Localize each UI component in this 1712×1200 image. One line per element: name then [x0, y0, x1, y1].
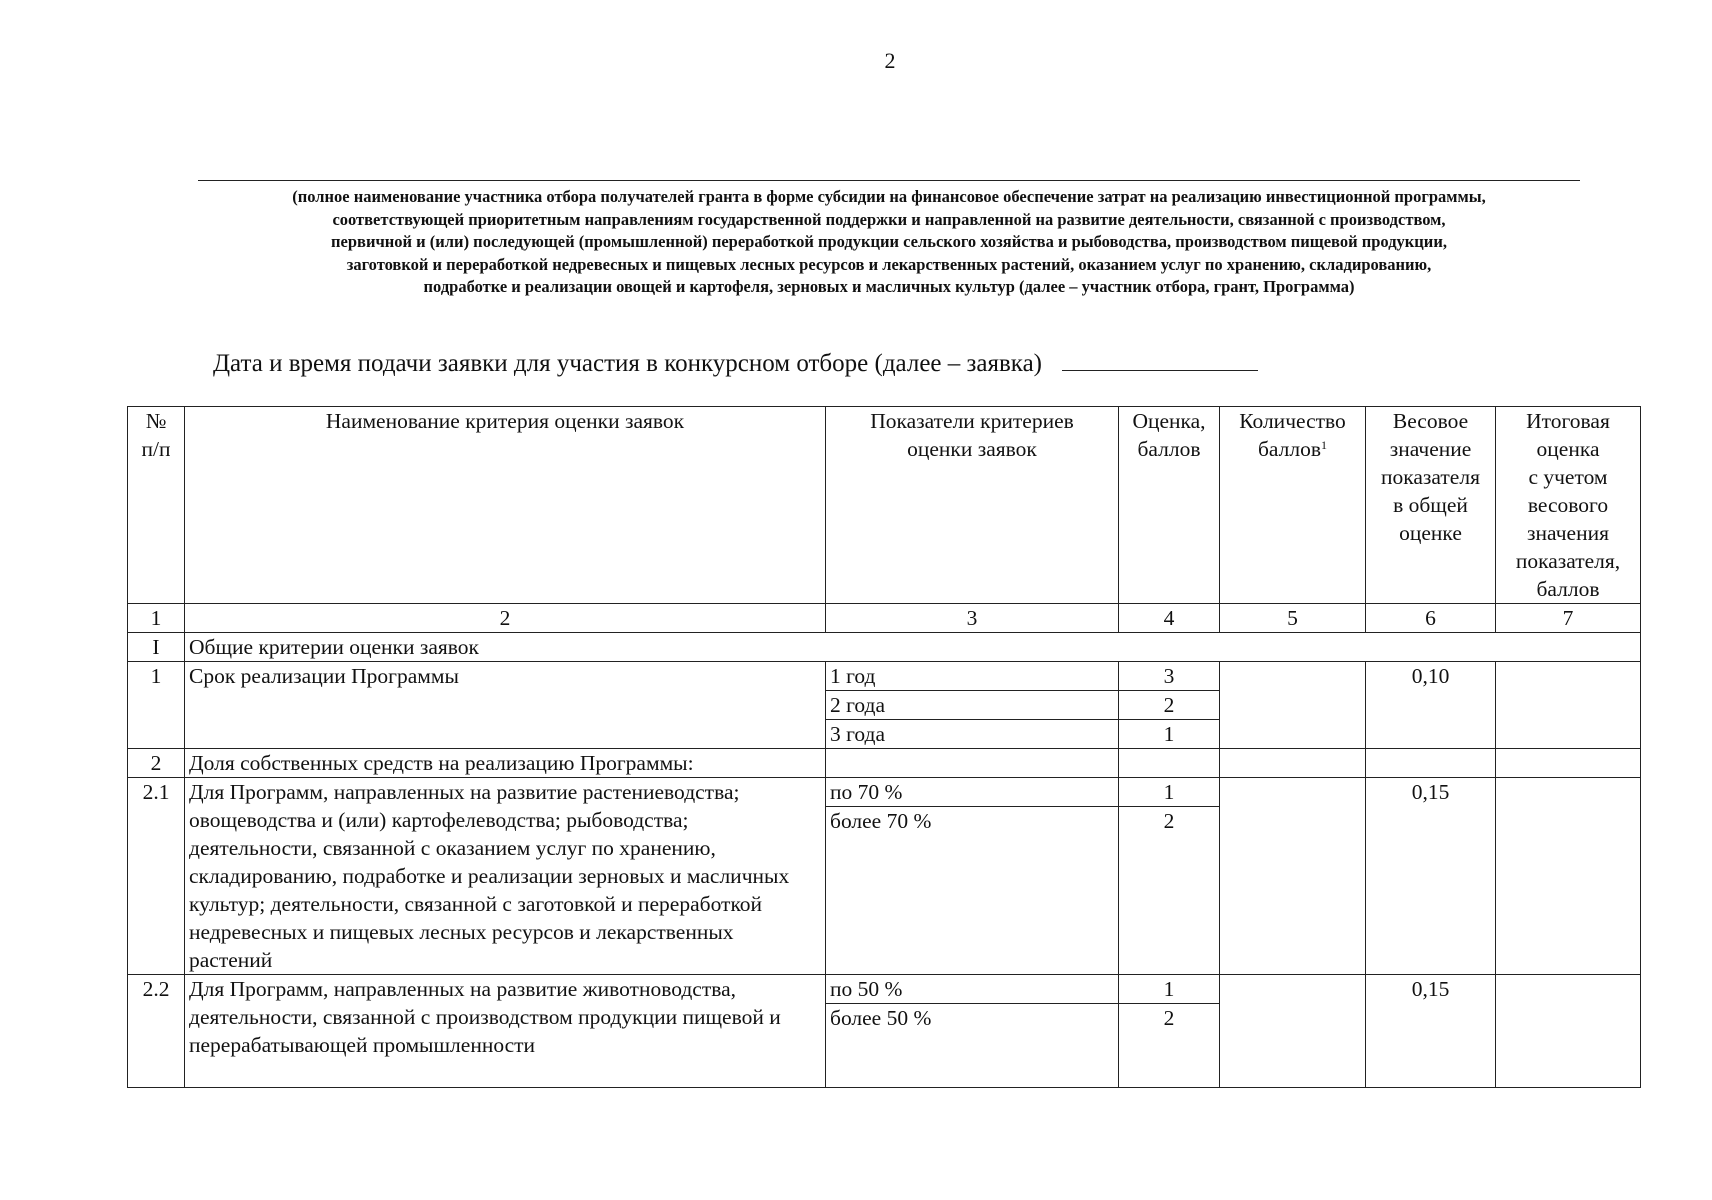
criterion-name: Для Программ, направленных на развитие растениеводства; овощеводства и (или) картофелеводства; рыбоводства; деятельности, связанной с оказанием услуг по хранению, складированию, подработке и реализации зерновых и масличных культур; деятельности, связанной с заготовкой и переработкой недревесных и пищевых лесных ресурсов и лекарственных растений — [185, 778, 826, 975]
total-cell — [1496, 749, 1641, 778]
section-num: I — [128, 633, 185, 662]
submission-date-line — [213, 350, 1258, 378]
header-indicators — [826, 407, 1119, 604]
header-score-line: Оценка, — [1132, 409, 1206, 433]
indicator — [826, 749, 1119, 778]
header-indicators-line: оценки заявок — [907, 437, 1037, 461]
header-indicators-line: Показатели критериев — [870, 409, 1074, 433]
header-total-line: показателя, — [1515, 549, 1621, 573]
column-number-row — [128, 604, 1641, 633]
header-points-text: баллов — [1257, 437, 1322, 461]
section-row — [128, 633, 1641, 662]
section-title: Общие критерии оценки заявок — [185, 633, 1641, 662]
score: 3 — [1119, 662, 1220, 691]
column-number: 1 — [128, 604, 185, 633]
weight: 0,15 — [1366, 975, 1496, 1088]
score: 1 — [1119, 720, 1220, 749]
points-cell — [1220, 749, 1366, 778]
caption-line: заготовкой и переработкой недревесных и пищевых лесных ресурсов и лекарственных растений, оказанием услуг по хранению, складированию, — [346, 254, 1432, 274]
header-score-line: баллов — [1137, 437, 1201, 461]
column-number: 5 — [1220, 604, 1366, 633]
header-weight-line: в общей — [1393, 493, 1468, 517]
column-number: 4 — [1119, 604, 1220, 633]
header-points-line: Количество — [1239, 409, 1346, 433]
weight: 0,10 — [1366, 662, 1496, 749]
total-cell — [1496, 662, 1641, 749]
caption-line: подработке и реализации овощей и картофеля, зерновых и масличных культур (далее – участник отбора, грант, Программа) — [423, 277, 1355, 296]
points-cell — [1220, 778, 1366, 975]
page-number: 2 — [884, 48, 896, 73]
indicator: 2 года — [826, 691, 1119, 720]
column-number: 7 — [1496, 604, 1641, 633]
table-row — [128, 749, 1641, 778]
points-cell — [1220, 975, 1366, 1088]
header-points-line — [1224, 435, 1361, 466]
header-weight-line: показателя — [1381, 465, 1480, 489]
indicator: 3 года — [826, 720, 1119, 749]
footnote-mark: 1 — [1321, 438, 1328, 452]
header-num-line: № — [145, 409, 167, 433]
row-num: 2.1 — [128, 778, 185, 975]
caption-line: соответствующей приоритетным направлениям государственной поддержки и направленной на развитие деятельности, связанной с производством, — [332, 209, 1446, 229]
submission-date-blank — [1062, 350, 1258, 371]
table-row — [128, 778, 1641, 807]
weight: 0,15 — [1366, 778, 1496, 975]
header-total-line: оценка — [1536, 437, 1600, 461]
points-cell — [1220, 662, 1366, 749]
header-weight-line: Весовое — [1392, 409, 1469, 433]
caption-line: (полное наименование участника отбора получателей гранта в форме субсидии на финансовое обеспечение затрат на реализацию инвестиционной программы, — [292, 187, 1486, 206]
column-number: 2 — [185, 604, 826, 633]
row-num: 2.2 — [128, 975, 185, 1088]
table-header-row — [128, 407, 1641, 604]
column-number: 6 — [1366, 604, 1496, 633]
header-total-line: весового — [1527, 493, 1609, 517]
header-total-line: с учетом — [1528, 465, 1608, 489]
criterion-name: Доля собственных средств на реализацию Программы: — [185, 749, 826, 778]
header-num-line: п/п — [141, 437, 171, 461]
header-total-line: баллов — [1536, 577, 1600, 601]
row-num: 2 — [128, 749, 185, 778]
indicator: более 70 % — [826, 807, 1119, 975]
header-weight-line: оценке — [1399, 521, 1462, 545]
indicator: более 50 % — [826, 1004, 1119, 1088]
participant-name-line — [198, 180, 1580, 181]
submission-date-label: Дата и время подачи заявки для участия в конкурсном отборе (далее – заявка) — [213, 350, 1042, 377]
score: 2 — [1119, 691, 1220, 720]
indicator: по 70 % — [826, 778, 1119, 807]
score: 1 — [1119, 975, 1220, 1004]
criterion-name: Срок реализации Программы — [185, 662, 826, 749]
criterion-name: Для Программ, направленных на развитие животноводства, деятельности, связанной с производством продукции пищевой и перерабатывающей промышленности — [185, 975, 826, 1088]
header-total-line: Итоговая — [1526, 409, 1610, 433]
score — [1119, 749, 1220, 778]
evaluation-criteria-table — [127, 406, 1641, 1088]
table-row — [128, 662, 1641, 691]
header-total — [1496, 407, 1641, 604]
table-row — [128, 975, 1641, 1004]
column-number: 3 — [826, 604, 1119, 633]
header-criterion: Наименование критерия оценки заявок — [185, 407, 826, 604]
row-num: 1 — [128, 662, 185, 749]
header-weight-line: значение — [1389, 437, 1472, 461]
score: 2 — [1119, 807, 1220, 975]
caption-line: первичной и (или) последующей (промышленной) переработкой продукции сельского хозяйства и рыбоводства, производством пищевой продукции, — [331, 232, 1447, 251]
header-num — [128, 407, 185, 604]
participant-name-caption — [150, 186, 1628, 299]
score: 1 — [1119, 778, 1220, 807]
total-cell — [1496, 975, 1641, 1088]
header-total-line: значения — [1527, 521, 1609, 545]
header-points — [1220, 407, 1366, 604]
total-cell — [1496, 778, 1641, 975]
indicator: по 50 % — [826, 975, 1119, 1004]
indicator: 1 год — [826, 662, 1119, 691]
header-score — [1119, 407, 1220, 604]
header-weight — [1366, 407, 1496, 604]
weight — [1366, 749, 1496, 778]
score: 2 — [1119, 1004, 1220, 1088]
